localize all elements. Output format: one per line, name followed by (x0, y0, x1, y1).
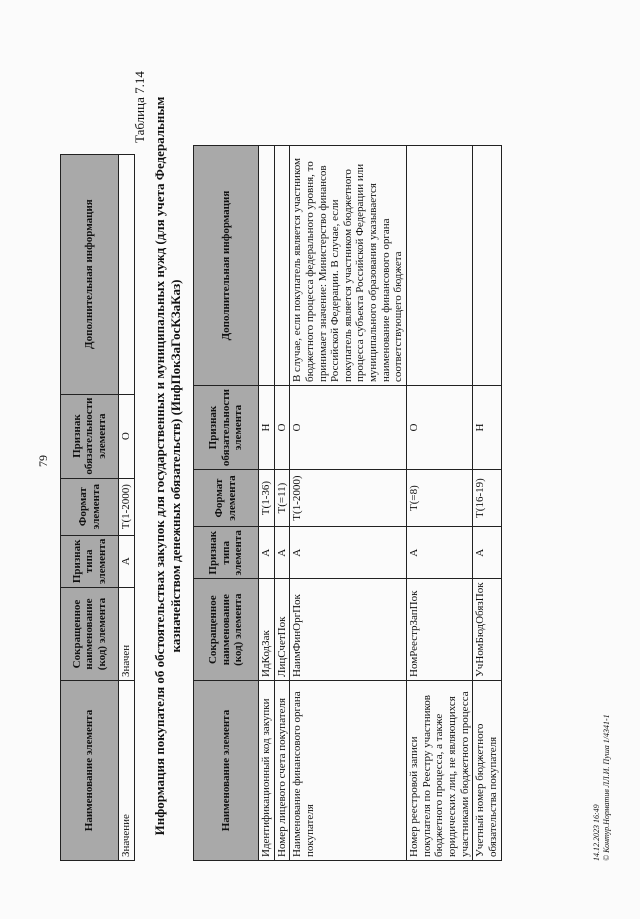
footer-date: 14.12.2023 16:49 (592, 804, 601, 861)
cell-type: А (407, 527, 473, 579)
cell-type: А (119, 535, 135, 587)
col-header-name: Наименование элемента (194, 681, 259, 861)
cell-mandatory: О (274, 386, 290, 470)
cell-info (473, 146, 501, 386)
table-row (274, 146, 290, 861)
cell-info: В случае, если покупатель является участником бюджетного процесса федерального уровня, то принимает значение: Министерство финансов Российской Федерации. В случае, если покупатель является участником бюджетного процесса субъекта Российской Федерации или муниципального образования указывается наименование финансового органа соответствующего бюджета (290, 146, 407, 386)
col-header-info: Дополнительная информация (194, 146, 259, 386)
col-header-code: Сокращенное наименование (код) элемента (194, 579, 259, 681)
cell-type: А (290, 527, 407, 579)
cell-code: ЛицСчетПок (274, 579, 290, 681)
cell-format: Т(1-2000) (119, 478, 135, 535)
cell-format: Т(16-19) (473, 470, 501, 527)
table-elements-1 (60, 154, 135, 861)
col-header-format: Формат элемента (194, 470, 259, 527)
page-number: 79 (36, 455, 50, 467)
cell-name: Учетный номер бюджетного обязательства покупателя (473, 681, 501, 861)
col-header-mandatory: Признак обязательности элемента (194, 386, 259, 470)
cell-mandatory: О (290, 386, 407, 470)
col-header-type: Признак типа элемента (61, 535, 119, 587)
footer-stamp (592, 714, 612, 861)
cell-info (274, 146, 290, 386)
cell-name: Значение (119, 681, 135, 861)
table-row (473, 146, 501, 861)
col-header-mandatory: Признак обязательности элемента (61, 394, 119, 478)
cell-code: УчНомБюдОбязПок (473, 579, 501, 681)
table-heading: Информация покупателя об обстоятельствах закупок для государственных и муниципальных нужд (для учета Федеральным казначейством денежных обязательств) (ИнфПокЗаГосКЗаКаз) (152, 96, 184, 836)
table-row (119, 154, 135, 860)
cell-name: Наименование финансового органа покупателя (290, 681, 407, 861)
table-row (290, 146, 407, 861)
col-header-info: Дополнительная информация (61, 154, 119, 394)
cell-name: Идентификационный код закупки (259, 681, 275, 861)
cell-format: Т(=8) (407, 470, 473, 527)
cell-code: ИдКодЗак (259, 579, 275, 681)
table-elements-2 (193, 145, 502, 861)
table-row (407, 146, 473, 861)
cell-mandatory: О (407, 386, 473, 470)
table-label: Таблица 7.14 (132, 71, 147, 143)
cell-info (407, 146, 473, 386)
cell-name: Номер лицевого счета покупателя (274, 681, 290, 861)
cell-mandatory: Н (473, 386, 501, 470)
col-header-code: Сокращенное наименование (код) элемента (61, 588, 119, 681)
cell-mandatory: О (119, 394, 135, 478)
footer-source: © Контур.Норматив ЛЛ.И. Пуша 1/4341-1 (602, 714, 611, 861)
cell-format: Т(=11) (274, 470, 290, 527)
cell-format: Т(1-2000) (290, 470, 407, 527)
cell-code: НаимФинОргПок (290, 579, 407, 681)
cell-info (259, 146, 275, 386)
cell-name: Номер реестровой записи покупателя по Реестру участников бюджетного процесса, а также юридических лиц, не являющихся участниками бюджетного процесса (407, 681, 473, 861)
cell-code: Значен (119, 588, 135, 681)
cell-info (119, 154, 135, 394)
col-header-type: Признак типа элемента (194, 527, 259, 579)
cell-format: Т(1-36) (259, 470, 275, 527)
table-header-row (61, 154, 119, 860)
col-header-format: Формат элемента (61, 478, 119, 535)
cell-type: А (274, 527, 290, 579)
cell-type: А (473, 527, 501, 579)
table-row (259, 146, 275, 861)
col-header-name: Наименование элемента (61, 681, 119, 861)
cell-code: НомРеестрЗапПок (407, 579, 473, 681)
cell-mandatory: Н (259, 386, 275, 470)
table-header-row (194, 146, 259, 861)
cell-type: А (259, 527, 275, 579)
